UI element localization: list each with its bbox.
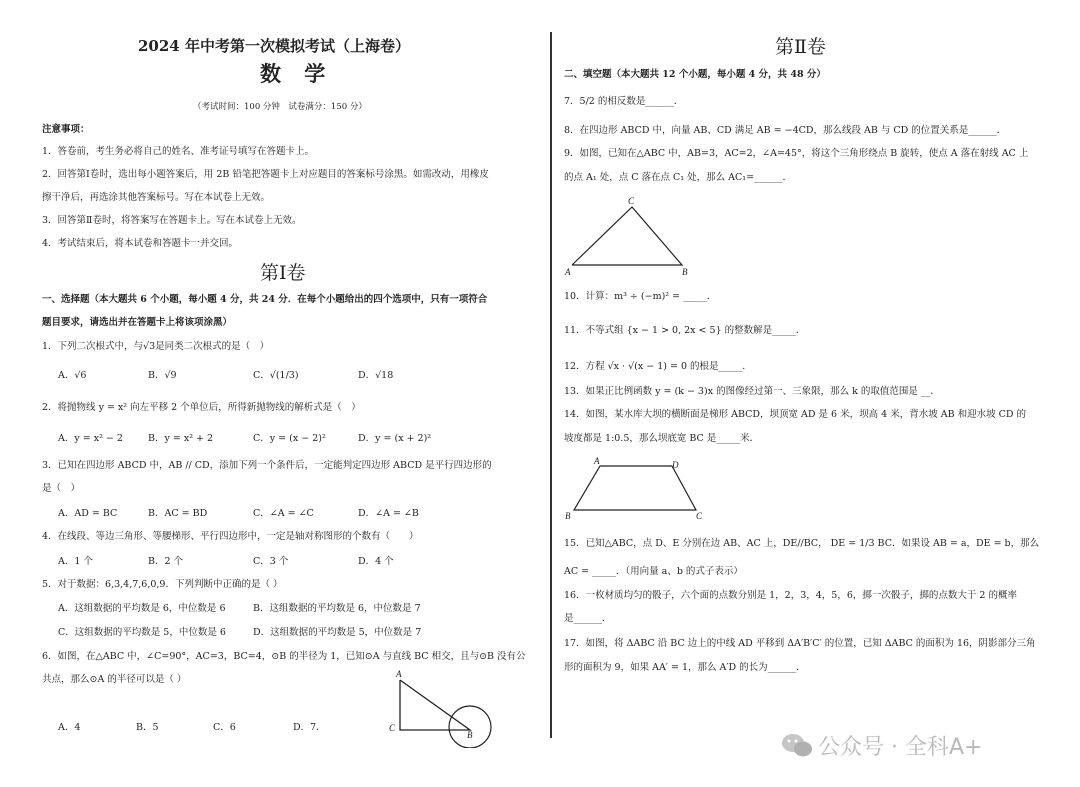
q2-option-d: D．y = (x + 2)² bbox=[358, 433, 432, 444]
q6-option-b: B．5 bbox=[136, 722, 159, 733]
question-12: 12．方程 √x · √(x − 1) = 0 的根是_____． bbox=[564, 361, 752, 372]
q6-triangle-figure bbox=[386, 668, 494, 748]
question-9: 9．如图，已知在△ABC 中，AB=3，AC=2，∠A=45°，将这个三角形绕点 B 旋转，使点 A 落在射线 AC 上 bbox=[564, 148, 1029, 159]
question-10: 10．计算：m³ ÷ (−m)² = _____． bbox=[564, 291, 717, 302]
question-11: 11．不等式组 {x − 1 > 0, 2x < 5} 的整数解是_____． bbox=[564, 325, 806, 336]
section1-heading: 一、选择题（本大题共 6 个小题，每小题 4 分，共 24 分．在每个小题给出的四个选项中，只有一项符合 bbox=[42, 294, 488, 305]
q5-option-b: B．这组数据的平均数是 6，中位数是 7 bbox=[253, 603, 421, 614]
q2-option-a: A．y = x² − 2 bbox=[58, 433, 123, 444]
fig-label-b: B bbox=[682, 267, 688, 277]
q3-option-b: B．AC = BD bbox=[148, 508, 208, 519]
q2-option-c: C．y = (x − 2)² bbox=[253, 433, 326, 444]
fig-label-c: C bbox=[628, 196, 635, 206]
q1-option-d: D．√18 bbox=[358, 370, 394, 381]
watermark-text: 公众号 · 全科A+ bbox=[818, 735, 983, 760]
fig-label-a: A bbox=[565, 267, 571, 277]
note-item: 3．回答第Ⅱ卷时，将答案写在答题卡上。写在本试卷上无效。 bbox=[42, 215, 302, 226]
notes-heading: 注意事项： bbox=[42, 124, 90, 135]
note-item: 4．考试结束后，将本试卷和答题卡一并交回。 bbox=[42, 238, 239, 249]
question-14-cont: 坡度都是 1:0.5，那么坝底宽 BC 是_____米． bbox=[564, 433, 760, 444]
subject-title: 数 学 bbox=[260, 61, 334, 86]
q1-option-c: C．√(1/3) bbox=[253, 370, 299, 381]
fig-label-b: B bbox=[565, 511, 571, 521]
q5-option-c: C．这组数据的平均数是 5，中位数是 6 bbox=[58, 627, 226, 638]
q3-option-c: C．∠A = ∠C bbox=[253, 508, 314, 519]
q5-option-d: D．这组数据的平均数是 5，中位数是 7 bbox=[253, 627, 422, 638]
question-4: 4．在线段、等边三角形、等腰梯形、平行四边形中，一定是轴对称图形的个数有（ ） bbox=[42, 531, 419, 542]
q6-option-d: D．7． bbox=[293, 722, 326, 733]
q9-triangle-figure bbox=[562, 193, 702, 279]
fig-label-c: C bbox=[696, 511, 703, 521]
question-15-cont: AC = _____．（用向量 a、b 的式子表示） bbox=[564, 566, 743, 577]
fig-label-b: B bbox=[467, 730, 473, 740]
question-1: 1．下列二次根式中，与√3是同类二次根式的是（ ） bbox=[42, 341, 270, 352]
wechat-icon bbox=[780, 730, 816, 760]
section2-heading: 二、填空题（本大题共 12 个小题，每小题 4 分，共 48 分） bbox=[564, 69, 826, 80]
q1-option-a: A．√6 bbox=[58, 370, 87, 381]
q14-trapezoid-figure bbox=[562, 454, 712, 524]
note-item: 擦干净后，再选涂其他答案标号。写在本试卷上无效。 bbox=[42, 192, 271, 203]
q2-option-b: B．y = x² + 2 bbox=[148, 433, 214, 444]
fig-label-a: A bbox=[594, 456, 600, 466]
question-15: 15．已知△ABC，点 D、E 分别在边 AB、AC 上，DE//BC， DE = 1/3 BC．如果设 AB = a，DE = b，那么 bbox=[564, 538, 1040, 549]
question-16: 16．一枚材质均匀的骰子，六个面的点数分别是 1，2，3，4，5，6，掷一次骰子，掷的点数大于 2 的概率 bbox=[564, 590, 1017, 601]
note-item: 1．答卷前，考生务必将自己的姓名、准考证号填写在答题卡上。 bbox=[42, 146, 315, 157]
q4-option-a: A．1 个 bbox=[58, 556, 93, 567]
q3-option-d: D．∠A = ∠B bbox=[358, 508, 419, 519]
section1-heading-cont: 题目要求，请选出并在答题卡上将该项涂黑） bbox=[42, 317, 233, 328]
question-7: 7．5/2 的相反数是______． bbox=[564, 96, 684, 107]
fig-label-c: C bbox=[389, 723, 396, 733]
question-8: 8．在四边形 ABCD 中，向量 AB、CD 满足 AB = −4CD，那么线段 AB 与 CD 的位置关系是______． bbox=[564, 125, 1007, 136]
question-5: 5．对于数据：6,3,4,7,6,0,9．下列判断中正确的是（ ） bbox=[42, 579, 283, 590]
q1-option-b: B．√9 bbox=[148, 370, 177, 381]
question-16-cont: 是______． bbox=[564, 613, 612, 624]
question-14: 14．如图，某水库大坝的横断面是梯形 ABCD，坝顶宽 AD 是 6 米，坝高 4 米，背水坡 AB 和迎水坡 CD 的 bbox=[564, 409, 1027, 420]
question-17-cont: 形的面积为 9，如果 AA′ = 1，那么 A′D 的长为______． bbox=[564, 662, 806, 673]
q6-option-a: A．4 bbox=[58, 722, 81, 733]
q3-option-a: A．AD = BC bbox=[58, 508, 118, 519]
part1-title: 第Ⅰ卷 bbox=[260, 262, 306, 284]
column-divider bbox=[550, 32, 552, 738]
fig-label-d: D bbox=[672, 460, 679, 470]
exam-info: （考试时间：100 分钟 试卷满分：150 分） bbox=[193, 102, 367, 112]
question-13: 13．如果正比例函数 y = (k − 3)x 的图像经过第一、三象限，那么 k 的取值范围是 __． bbox=[564, 386, 940, 397]
question-6: 6．如图，在△ABC 中，∠C=90°，AC=3，BC=4，⊙B 的半径为 1，已知⊙A 与直线 BC 相交，且与⊙B 没有公 bbox=[42, 651, 526, 662]
question-17: 17．如图，将 ΔABC 沿 BC 边上的中线 AD 平移到 ΔA′B′C′ 的位置，已知 ΔABC 的面积为 16，阴影部分三角 bbox=[564, 638, 1036, 649]
q6-option-c: C．6 bbox=[213, 722, 236, 733]
q5-option-a: A．这组数据的平均数是 6，中位数是 6 bbox=[58, 603, 226, 614]
question-6-cont: 共点，那么⊙A 的半径可以是（ ） bbox=[42, 674, 187, 685]
question-3-cont: 是（ ） bbox=[42, 483, 81, 494]
note-item: 2．回答第Ⅰ卷时，选出每小题答案后，用 2B 铅笔把答题卡上对应题目的答案标号涂黑。如需改动，用橡皮 bbox=[42, 169, 489, 180]
question-9-cont: 的点 A₁ 处，点 C 落在点 C₁ 处，那么 AC₁=______． bbox=[564, 172, 793, 183]
q4-option-b: B．2 个 bbox=[148, 556, 184, 567]
q4-option-c: C．3 个 bbox=[253, 556, 289, 567]
q4-option-d: D．4 个 bbox=[358, 556, 394, 567]
question-3: 3．已知在四边形 ABCD 中，AB // CD，添加下列一个条件后，一定能判定四边形 ABCD 是平行四边形的 bbox=[42, 460, 492, 471]
part2-title: 第Ⅱ卷 bbox=[775, 36, 826, 58]
fig-label-a: A bbox=[396, 669, 402, 679]
exam-title: 2024 年中考第一次模拟考试（上海卷） bbox=[138, 37, 410, 55]
question-2: 2．将抛物线 y = x² 向左平移 2 个单位后，所得新抛物线的解析式是（ ） bbox=[42, 402, 361, 413]
